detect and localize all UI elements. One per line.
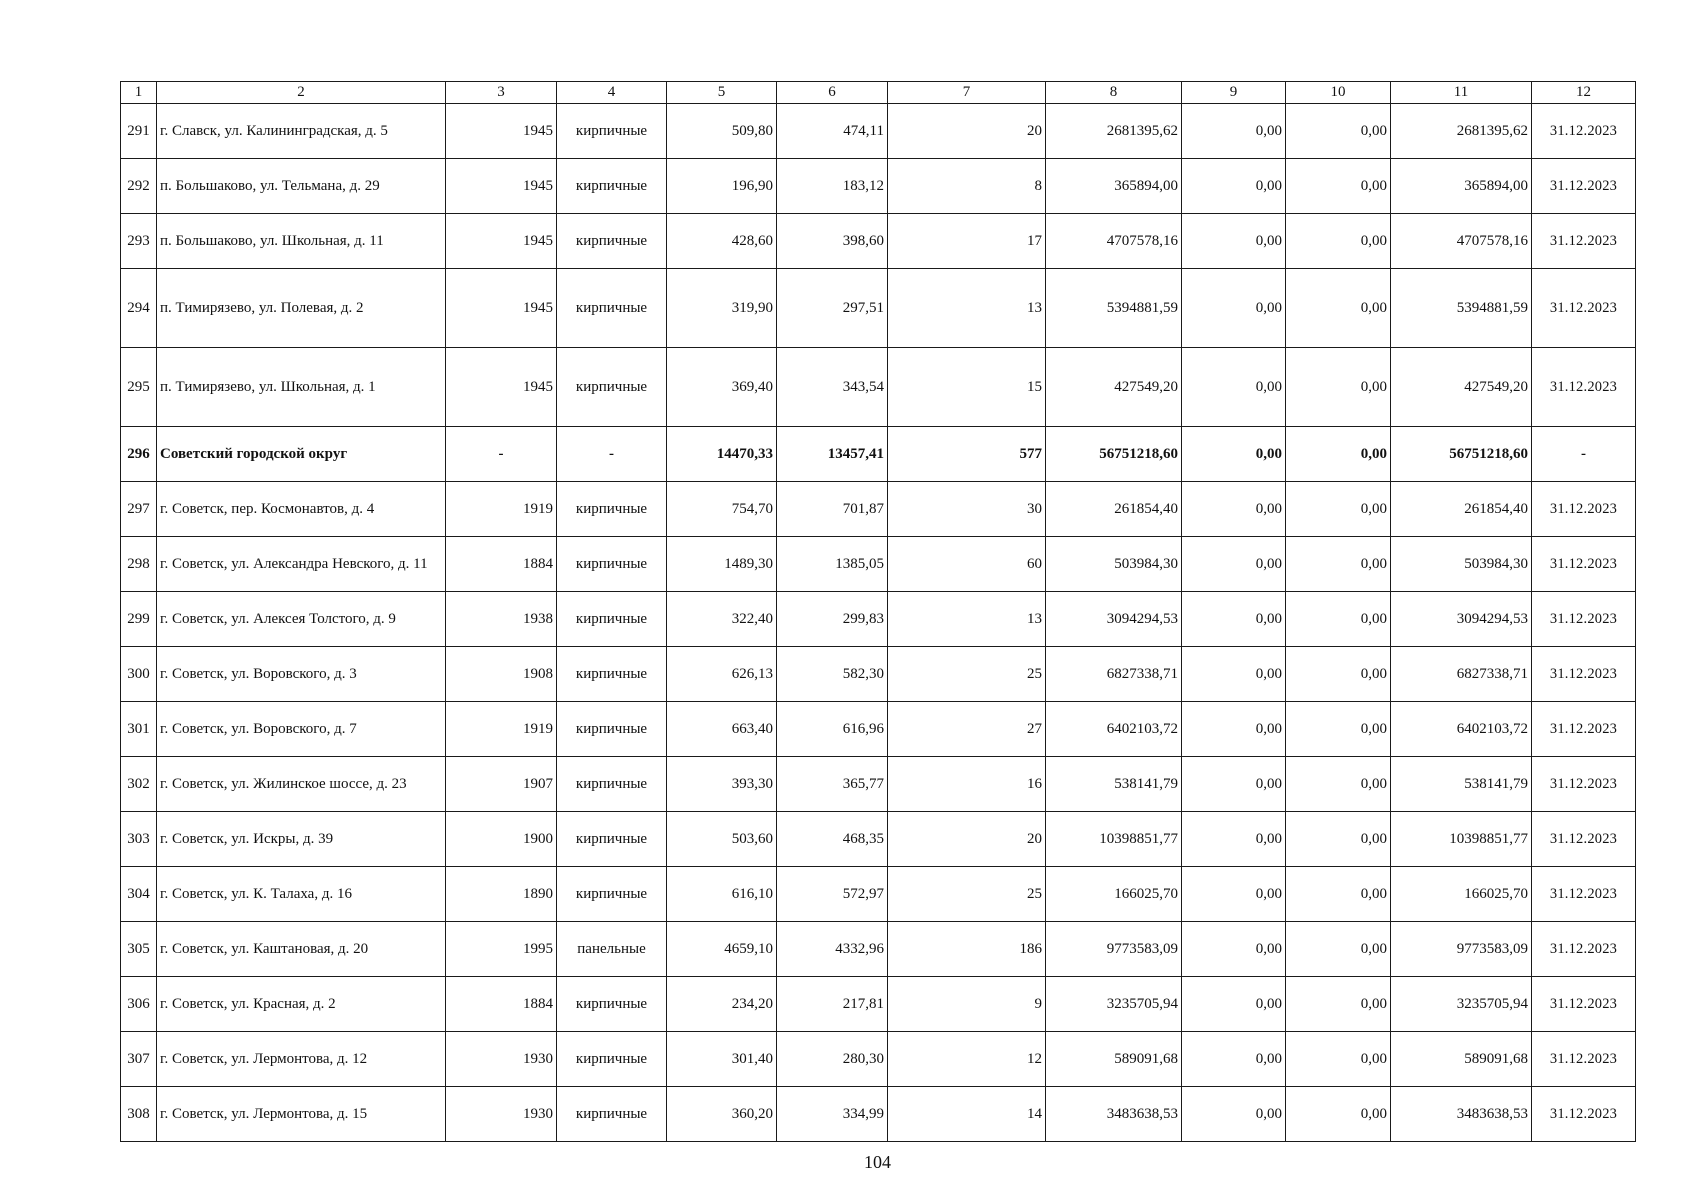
address-cell: г. Советск, ул. Алексея Толстого, д. 9 — [157, 592, 446, 647]
col8-cell: 427549,20 — [1046, 348, 1182, 427]
col5-cell: 319,90 — [667, 269, 777, 348]
col8-cell: 3094294,53 — [1046, 592, 1182, 647]
col11-cell: 56751218,60 — [1391, 427, 1532, 482]
year-cell: - — [446, 427, 557, 482]
col8-cell: 2681395,62 — [1046, 104, 1182, 159]
col5-cell: 196,90 — [667, 159, 777, 214]
col8-cell: 9773583,09 — [1046, 922, 1182, 977]
col10-cell: 0,00 — [1286, 537, 1391, 592]
col8-cell: 5394881,59 — [1046, 269, 1182, 348]
year-cell: 1884 — [446, 977, 557, 1032]
table-row — [121, 867, 1636, 922]
col11-cell: 589091,68 — [1391, 1032, 1532, 1087]
col11-cell: 3235705,94 — [1391, 977, 1532, 1032]
col11-cell: 503984,30 — [1391, 537, 1532, 592]
col9-cell: 0,00 — [1182, 537, 1286, 592]
wall-material-cell: кирпичные — [557, 977, 667, 1032]
address-cell: г. Советск, ул. Лермонтова, д. 12 — [157, 1032, 446, 1087]
register-table — [120, 81, 1636, 1142]
col12-cell: 31.12.2023 — [1532, 592, 1636, 647]
wall-material-cell: кирпичные — [557, 1087, 667, 1142]
col11-cell: 6827338,71 — [1391, 647, 1532, 702]
table-row — [121, 214, 1636, 269]
col7-cell: 15 — [888, 348, 1046, 427]
col6-cell: 398,60 — [777, 214, 888, 269]
year-cell: 1995 — [446, 922, 557, 977]
col9-cell: 0,00 — [1182, 269, 1286, 348]
col8-cell: 503984,30 — [1046, 537, 1182, 592]
col5-cell: 428,60 — [667, 214, 777, 269]
col7-cell: 25 — [888, 867, 1046, 922]
address-cell: п. Тимирязево, ул. Полевая, д. 2 — [157, 269, 446, 348]
col6-cell: 217,81 — [777, 977, 888, 1032]
column-header: 5 — [667, 82, 777, 104]
col8-cell: 538141,79 — [1046, 757, 1182, 812]
address-cell: г. Советск, ул. Воровского, д. 3 — [157, 647, 446, 702]
column-header: 6 — [777, 82, 888, 104]
col12-cell: 31.12.2023 — [1532, 159, 1636, 214]
col10-cell: 0,00 — [1286, 104, 1391, 159]
col5-cell: 14470,33 — [667, 427, 777, 482]
col8-cell: 10398851,77 — [1046, 812, 1182, 867]
row-number-cell: 303 — [121, 812, 157, 867]
table-body — [121, 104, 1636, 1142]
table-row — [121, 1032, 1636, 1087]
col10-cell: 0,00 — [1286, 867, 1391, 922]
address-cell: п. Тимирязево, ул. Школьная, д. 1 — [157, 348, 446, 427]
row-number-cell: 300 — [121, 647, 157, 702]
col9-cell: 0,00 — [1182, 482, 1286, 537]
col11-cell: 166025,70 — [1391, 867, 1532, 922]
col7-cell: 14 — [888, 1087, 1046, 1142]
address-cell: п. Большаково, ул. Школьная, д. 11 — [157, 214, 446, 269]
col5-cell: 301,40 — [667, 1032, 777, 1087]
col7-cell: 60 — [888, 537, 1046, 592]
col9-cell: 0,00 — [1182, 1032, 1286, 1087]
address-cell: г. Славск, ул. Калининградская, д. 5 — [157, 104, 446, 159]
col12-cell: 31.12.2023 — [1532, 702, 1636, 757]
col11-cell: 3094294,53 — [1391, 592, 1532, 647]
year-cell: 1945 — [446, 348, 557, 427]
col7-cell: 9 — [888, 977, 1046, 1032]
row-number-cell: 291 — [121, 104, 157, 159]
wall-material-cell: - — [557, 427, 667, 482]
row-number-cell: 304 — [121, 867, 157, 922]
year-cell: 1900 — [446, 812, 557, 867]
col11-cell: 10398851,77 — [1391, 812, 1532, 867]
row-number-cell: 296 — [121, 427, 157, 482]
col7-cell: 577 — [888, 427, 1046, 482]
col10-cell: 0,00 — [1286, 214, 1391, 269]
year-cell: 1945 — [446, 159, 557, 214]
col5-cell: 322,40 — [667, 592, 777, 647]
col9-cell: 0,00 — [1182, 159, 1286, 214]
table-row — [121, 482, 1636, 537]
col11-cell: 427549,20 — [1391, 348, 1532, 427]
col9-cell: 0,00 — [1182, 348, 1286, 427]
table-row — [121, 537, 1636, 592]
col10-cell: 0,00 — [1286, 757, 1391, 812]
col7-cell: 16 — [888, 757, 1046, 812]
page-number: 104 — [864, 1152, 891, 1172]
address-cell: г. Советск, ул. Искры, д. 39 — [157, 812, 446, 867]
wall-material-cell: кирпичные — [557, 159, 667, 214]
wall-material-cell: кирпичные — [557, 269, 667, 348]
col6-cell: 468,35 — [777, 812, 888, 867]
col11-cell: 538141,79 — [1391, 757, 1532, 812]
col5-cell: 626,13 — [667, 647, 777, 702]
col8-cell: 589091,68 — [1046, 1032, 1182, 1087]
column-header: 11 — [1391, 82, 1532, 104]
col6-cell: 343,54 — [777, 348, 888, 427]
column-header: 4 — [557, 82, 667, 104]
col11-cell: 365894,00 — [1391, 159, 1532, 214]
column-header: 7 — [888, 82, 1046, 104]
year-cell: 1919 — [446, 702, 557, 757]
col10-cell: 0,00 — [1286, 427, 1391, 482]
col5-cell: 1489,30 — [667, 537, 777, 592]
table-row — [121, 922, 1636, 977]
wall-material-cell: кирпичные — [557, 104, 667, 159]
table-row — [121, 1087, 1636, 1142]
col11-cell: 4707578,16 — [1391, 214, 1532, 269]
row-number-cell: 302 — [121, 757, 157, 812]
wall-material-cell: кирпичные — [557, 1032, 667, 1087]
row-number-cell: 301 — [121, 702, 157, 757]
wall-material-cell: кирпичные — [557, 482, 667, 537]
col7-cell: 186 — [888, 922, 1046, 977]
col6-cell: 297,51 — [777, 269, 888, 348]
col8-cell: 365894,00 — [1046, 159, 1182, 214]
year-cell: 1938 — [446, 592, 557, 647]
year-cell: 1890 — [446, 867, 557, 922]
table-row — [121, 269, 1636, 348]
col7-cell: 8 — [888, 159, 1046, 214]
col10-cell: 0,00 — [1286, 977, 1391, 1032]
table-row — [121, 427, 1636, 482]
col9-cell: 0,00 — [1182, 702, 1286, 757]
wall-material-cell: кирпичные — [557, 537, 667, 592]
year-cell: 1930 — [446, 1087, 557, 1142]
col7-cell: 17 — [888, 214, 1046, 269]
col5-cell: 393,30 — [667, 757, 777, 812]
wall-material-cell: кирпичные — [557, 592, 667, 647]
col8-cell: 166025,70 — [1046, 867, 1182, 922]
column-header: 2 — [157, 82, 446, 104]
col10-cell: 0,00 — [1286, 159, 1391, 214]
col11-cell: 2681395,62 — [1391, 104, 1532, 159]
col10-cell: 0,00 — [1286, 1087, 1391, 1142]
col12-cell: 31.12.2023 — [1532, 537, 1636, 592]
row-number-cell: 297 — [121, 482, 157, 537]
year-cell: 1919 — [446, 482, 557, 537]
col12-cell: 31.12.2023 — [1532, 104, 1636, 159]
col6-cell: 13457,41 — [777, 427, 888, 482]
wall-material-cell: кирпичные — [557, 647, 667, 702]
column-header: 3 — [446, 82, 557, 104]
col12-cell: 31.12.2023 — [1532, 757, 1636, 812]
wall-material-cell: кирпичные — [557, 702, 667, 757]
year-cell: 1930 — [446, 1032, 557, 1087]
col11-cell: 3483638,53 — [1391, 1087, 1532, 1142]
table-row — [121, 977, 1636, 1032]
col8-cell: 6402103,72 — [1046, 702, 1182, 757]
col12-cell: 31.12.2023 — [1532, 1087, 1636, 1142]
address-cell: г. Советск, ул. Александра Невского, д. 11 — [157, 537, 446, 592]
wall-material-cell: кирпичные — [557, 214, 667, 269]
col12-cell: 31.12.2023 — [1532, 867, 1636, 922]
col11-cell: 5394881,59 — [1391, 269, 1532, 348]
col7-cell: 20 — [888, 104, 1046, 159]
col12-cell: 31.12.2023 — [1532, 977, 1636, 1032]
row-number-cell: 299 — [121, 592, 157, 647]
col7-cell: 13 — [888, 269, 1046, 348]
col6-cell: 365,77 — [777, 757, 888, 812]
wall-material-cell: панельные — [557, 922, 667, 977]
row-number-cell: 307 — [121, 1032, 157, 1087]
address-cell: г. Советск, ул. Воровского, д. 7 — [157, 702, 446, 757]
col5-cell: 754,70 — [667, 482, 777, 537]
col6-cell: 474,11 — [777, 104, 888, 159]
col10-cell: 0,00 — [1286, 922, 1391, 977]
address-cell: п. Большаково, ул. Тельмана, д. 29 — [157, 159, 446, 214]
col12-cell: 31.12.2023 — [1532, 812, 1636, 867]
col6-cell: 616,96 — [777, 702, 888, 757]
table-row — [121, 647, 1636, 702]
row-number-cell: 294 — [121, 269, 157, 348]
col6-cell: 1385,05 — [777, 537, 888, 592]
column-number-row — [121, 82, 1636, 104]
col6-cell: 582,30 — [777, 647, 888, 702]
col10-cell: 0,00 — [1286, 812, 1391, 867]
col9-cell: 0,00 — [1182, 214, 1286, 269]
col9-cell: 0,00 — [1182, 104, 1286, 159]
col12-cell: - — [1532, 427, 1636, 482]
year-cell: 1945 — [446, 104, 557, 159]
column-header: 1 — [121, 82, 157, 104]
col6-cell: 183,12 — [777, 159, 888, 214]
year-cell: 1884 — [446, 537, 557, 592]
col5-cell: 616,10 — [667, 867, 777, 922]
address-cell: г. Советск, ул. Красная, д. 2 — [157, 977, 446, 1032]
address-cell: г. Советск, пер. Космонавтов, д. 4 — [157, 482, 446, 537]
col7-cell: 30 — [888, 482, 1046, 537]
row-number-cell: 298 — [121, 537, 157, 592]
col7-cell: 27 — [888, 702, 1046, 757]
table-row — [121, 159, 1636, 214]
address-cell: г. Советск, ул. Жилинское шоссе, д. 23 — [157, 757, 446, 812]
col9-cell: 0,00 — [1182, 757, 1286, 812]
table-row — [121, 702, 1636, 757]
col11-cell: 261854,40 — [1391, 482, 1532, 537]
col10-cell: 0,00 — [1286, 348, 1391, 427]
column-header: 9 — [1182, 82, 1286, 104]
col8-cell: 4707578,16 — [1046, 214, 1182, 269]
row-number-cell: 292 — [121, 159, 157, 214]
col8-cell: 3483638,53 — [1046, 1087, 1182, 1142]
col8-cell: 56751218,60 — [1046, 427, 1182, 482]
col9-cell: 0,00 — [1182, 977, 1286, 1032]
wall-material-cell: кирпичные — [557, 812, 667, 867]
col6-cell: 572,97 — [777, 867, 888, 922]
col9-cell: 0,00 — [1182, 812, 1286, 867]
col9-cell: 0,00 — [1182, 922, 1286, 977]
year-cell: 1945 — [446, 269, 557, 348]
year-cell: 1908 — [446, 647, 557, 702]
col5-cell: 663,40 — [667, 702, 777, 757]
year-cell: 1945 — [446, 214, 557, 269]
address-cell: г. Советск, ул. К. Талаха, д. 16 — [157, 867, 446, 922]
col7-cell: 13 — [888, 592, 1046, 647]
col10-cell: 0,00 — [1286, 592, 1391, 647]
col6-cell: 4332,96 — [777, 922, 888, 977]
wall-material-cell: кирпичные — [557, 348, 667, 427]
table-row — [121, 104, 1636, 159]
col6-cell: 701,87 — [777, 482, 888, 537]
year-cell: 1907 — [446, 757, 557, 812]
table-row — [121, 812, 1636, 867]
wall-material-cell: кирпичные — [557, 867, 667, 922]
wall-material-cell: кирпичные — [557, 757, 667, 812]
col8-cell: 6827338,71 — [1046, 647, 1182, 702]
col10-cell: 0,00 — [1286, 1032, 1391, 1087]
table-row — [121, 757, 1636, 812]
col10-cell: 0,00 — [1286, 269, 1391, 348]
col10-cell: 0,00 — [1286, 702, 1391, 757]
col11-cell: 9773583,09 — [1391, 922, 1532, 977]
table-row — [121, 348, 1636, 427]
col5-cell: 369,40 — [667, 348, 777, 427]
col12-cell: 31.12.2023 — [1532, 482, 1636, 537]
col6-cell: 334,99 — [777, 1087, 888, 1142]
row-number-cell: 293 — [121, 214, 157, 269]
address-cell: Советский городской округ — [157, 427, 446, 482]
col5-cell: 234,20 — [667, 977, 777, 1032]
col6-cell: 280,30 — [777, 1032, 888, 1087]
row-number-cell: 295 — [121, 348, 157, 427]
col9-cell: 0,00 — [1182, 427, 1286, 482]
col5-cell: 4659,10 — [667, 922, 777, 977]
address-cell: г. Советск, ул. Лермонтова, д. 15 — [157, 1087, 446, 1142]
col7-cell: 20 — [888, 812, 1046, 867]
col10-cell: 0,00 — [1286, 482, 1391, 537]
col5-cell: 503,60 — [667, 812, 777, 867]
col5-cell: 509,80 — [667, 104, 777, 159]
col12-cell: 31.12.2023 — [1532, 922, 1636, 977]
column-header: 10 — [1286, 82, 1391, 104]
col12-cell: 31.12.2023 — [1532, 647, 1636, 702]
table-row — [121, 592, 1636, 647]
col12-cell: 31.12.2023 — [1532, 1032, 1636, 1087]
col10-cell: 0,00 — [1286, 647, 1391, 702]
col7-cell: 25 — [888, 647, 1046, 702]
column-header: 8 — [1046, 82, 1182, 104]
col5-cell: 360,20 — [667, 1087, 777, 1142]
col6-cell: 299,83 — [777, 592, 888, 647]
col11-cell: 6402103,72 — [1391, 702, 1532, 757]
address-cell: г. Советск, ул. Каштановая, д. 20 — [157, 922, 446, 977]
col12-cell: 31.12.2023 — [1532, 214, 1636, 269]
col9-cell: 0,00 — [1182, 1087, 1286, 1142]
row-number-cell: 305 — [121, 922, 157, 977]
col9-cell: 0,00 — [1182, 647, 1286, 702]
row-number-cell: 306 — [121, 977, 157, 1032]
col8-cell: 261854,40 — [1046, 482, 1182, 537]
row-number-cell: 308 — [121, 1087, 157, 1142]
col7-cell: 12 — [888, 1032, 1046, 1087]
col9-cell: 0,00 — [1182, 592, 1286, 647]
col12-cell: 31.12.2023 — [1532, 269, 1636, 348]
column-header: 12 — [1532, 82, 1636, 104]
col8-cell: 3235705,94 — [1046, 977, 1182, 1032]
col12-cell: 31.12.2023 — [1532, 348, 1636, 427]
col9-cell: 0,00 — [1182, 867, 1286, 922]
